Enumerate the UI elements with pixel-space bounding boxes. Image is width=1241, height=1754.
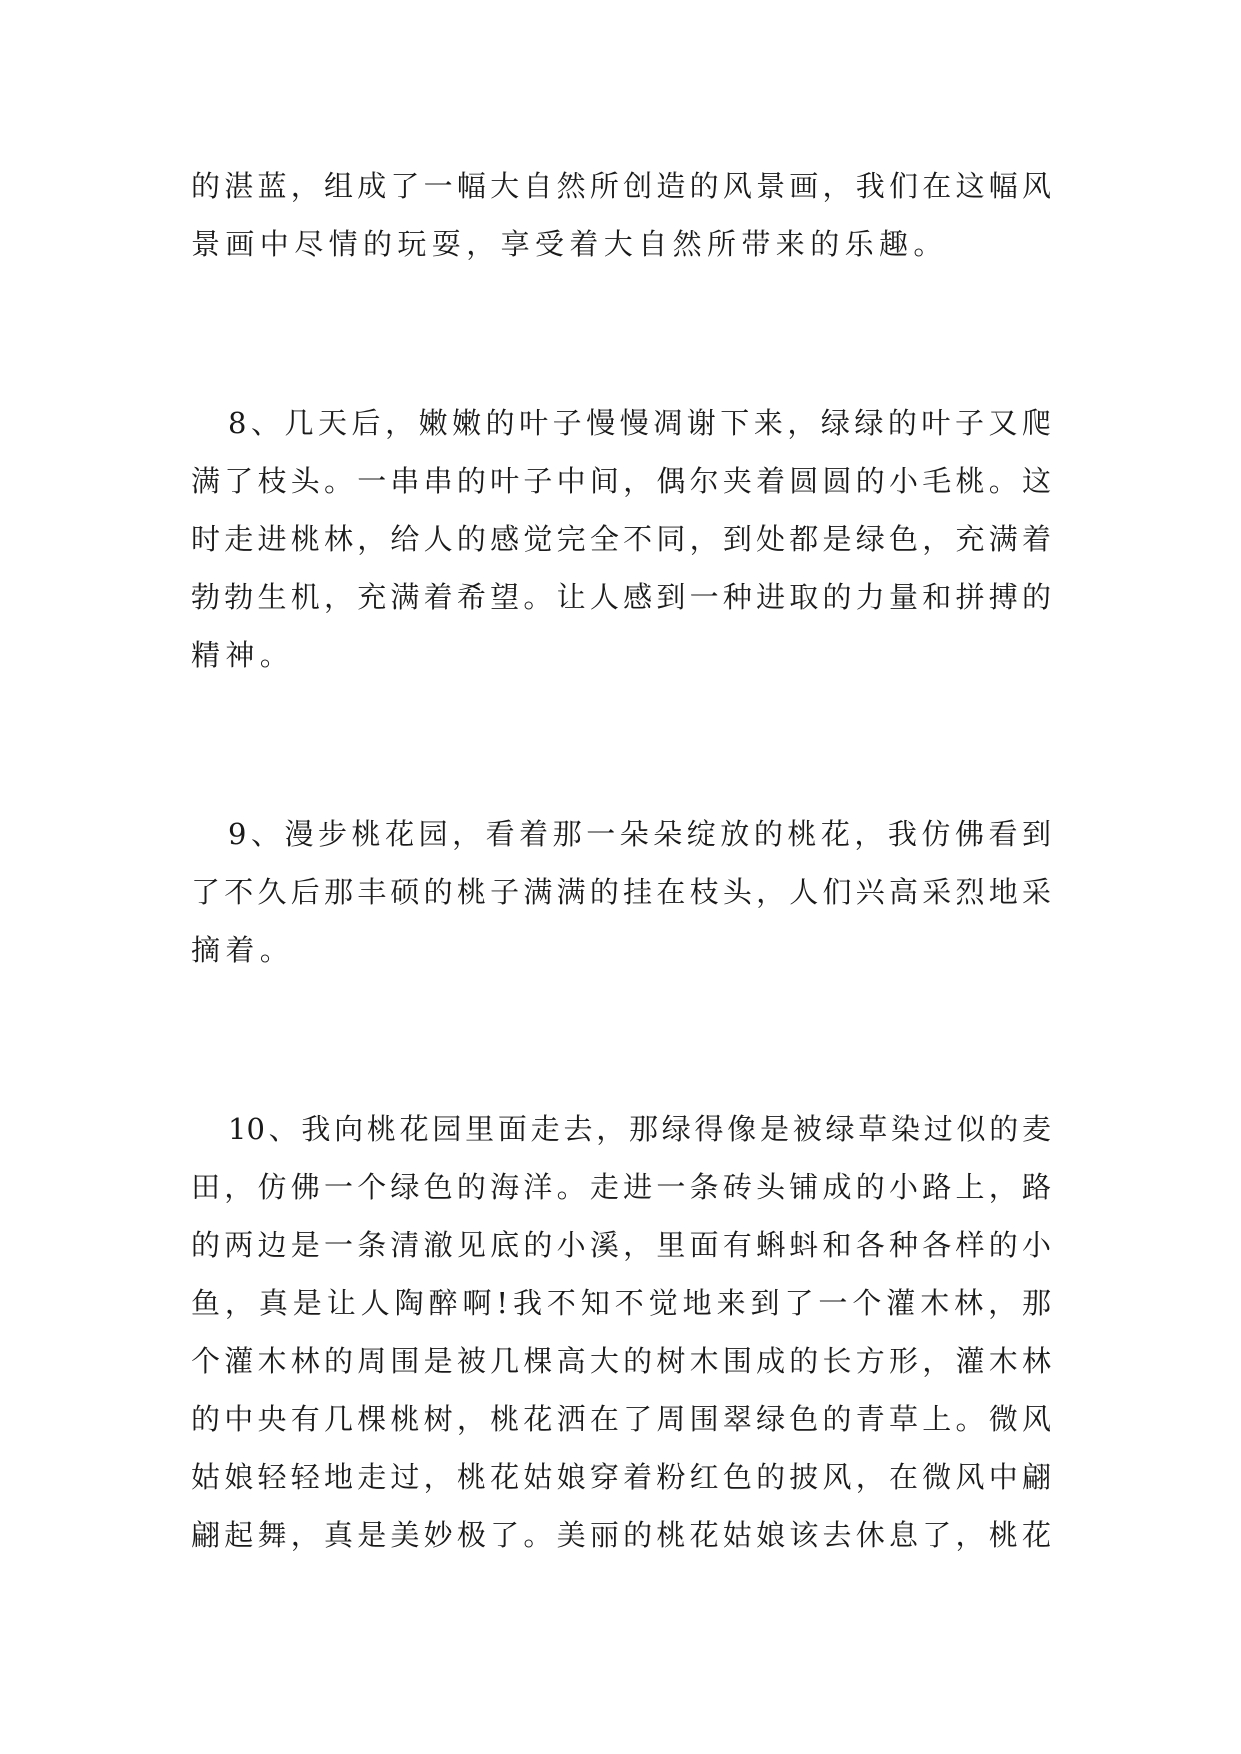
- text-line: 个灌木林的周围是被几棵高大的树木围成的长方形，灌木林: [191, 1344, 1051, 1378]
- paragraph-10-first-line: 10、我向桃花园里面走去，那绿得像是被绿草染过似的麦: [228, 1112, 1051, 1146]
- text-line: 鱼，真是让人陶醉啊!我不知不觉地来到了一个灌木林，那: [191, 1286, 1051, 1320]
- paragraph-9-first-line: 9、漫步桃花园，看着那一朵朵绽放的桃花，我仿佛看到: [228, 817, 1051, 851]
- text-line: 精神。: [191, 638, 295, 672]
- text-line: 景画中尽情的玩耍，享受着大自然所带来的乐趣。: [191, 227, 948, 261]
- text-line: 田，仿佛一个绿色的海洋。走进一条砖头铺成的小路上，路: [191, 1170, 1051, 1204]
- text-line: 姑娘轻轻地走过，桃花姑娘穿着粉红色的披风，在微风中翩: [191, 1460, 1051, 1494]
- text-line: 的中央有几棵桃树，桃花洒在了周围翠绿色的青草上。微风: [191, 1402, 1051, 1436]
- text-line: 了不久后那丰硕的桃子满满的挂在枝头，人们兴高采烈地采: [191, 875, 1051, 909]
- paragraph-8-first-line: 8、几天后，嫩嫩的叶子慢慢凋谢下来，绿绿的叶子又爬: [228, 406, 1051, 440]
- text-line: 勃勃生机，充满着希望。让人感到一种进取的力量和拼搏的: [191, 580, 1051, 614]
- text-line: 满了枝头。一串串的叶子中间，偶尔夹着圆圆的小毛桃。这: [191, 464, 1051, 498]
- text-line: 翩起舞，真是美妙极了。美丽的桃花姑娘该去休息了，桃花: [191, 1518, 1051, 1552]
- text-line: 的湛蓝，组成了一幅大自然所创造的风景画，我们在这幅风: [191, 169, 1051, 203]
- text-line: 摘着。: [191, 933, 295, 967]
- text-line: 的两边是一条清澈见底的小溪，里面有蝌蚪和各种各样的小: [191, 1228, 1051, 1262]
- text-line: 时走进桃林，给人的感觉完全不同，到处都是绿色，充满着: [191, 522, 1051, 556]
